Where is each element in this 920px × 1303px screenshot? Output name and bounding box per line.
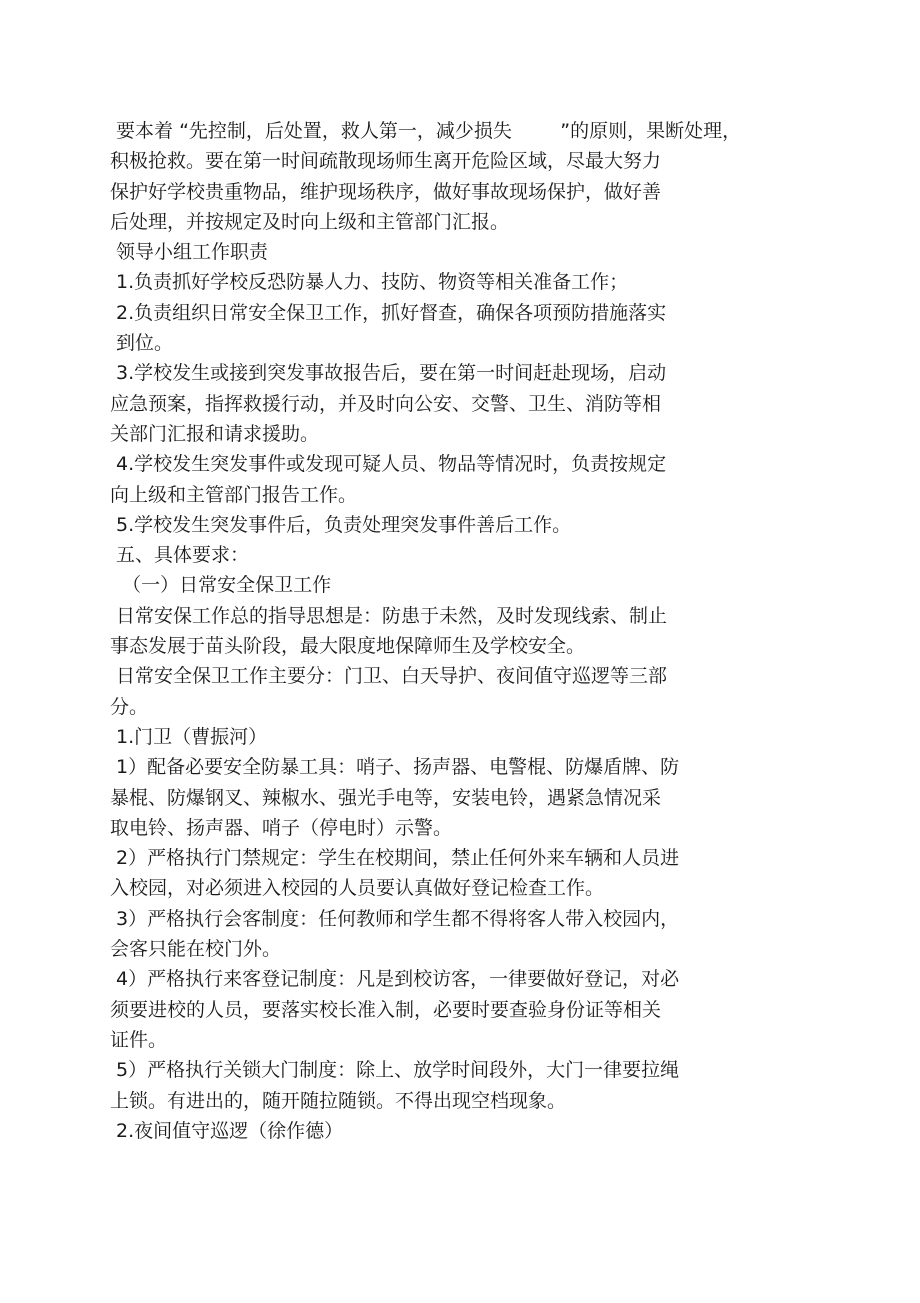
section-heading: 领导小组工作职责 xyxy=(110,241,269,264)
list-item-continuation: 暴棍、防爆钢叉、辣椒水、强光手电等，安装电铃，遇紧急情况采 xyxy=(110,786,662,809)
list-item: 4.学校发生突发事件或发现可疑人员、物品等情况时，负责按规定 xyxy=(110,453,667,476)
text-line: 后处理，并按规定及时向上级和主管部门汇报。 xyxy=(110,210,510,233)
item-heading: 2.夜间值守巡逻（徐作德） xyxy=(110,1119,344,1142)
list-item: 5.学校发生突发事件后，负责处理突发事件善后工作。 xyxy=(110,513,572,536)
text-line: 日常安全保卫工作主要分：门卫、白天导护、夜间值守巡逻等三部 xyxy=(110,665,668,688)
list-item: 1.负责抓好学校反恐防暴人力、技防、物资等相关准备工作； xyxy=(110,271,629,294)
text-line: 积极抢救。要在第一时间疏散现场师生离开危险区域，尽最大努力 xyxy=(110,150,662,173)
list-item-continuation: 应急预案，指挥救援行动，并及时向公安、交警、卫生、消防等相 xyxy=(110,392,662,415)
document-body xyxy=(110,116,810,1146)
list-item-continuation: 向上级和主管部门报告工作。 xyxy=(110,483,358,506)
text-line: 要本着 “先控制，后处置，救人第一，减少损失 ”的原则，果断处理， xyxy=(110,120,742,142)
list-item-continuation: 证件。 xyxy=(110,1028,168,1051)
list-item-continuation: 取电铃、扬声器、哨子（停电时）示警。 xyxy=(110,816,453,839)
list-item-continuation: 须要进校的人员，要落实校长准入制，必要时要查验身份证等相关 xyxy=(110,998,662,1021)
text-line: 日常安保工作总的指导思想是：防患于未然，及时发现线索、制止 xyxy=(110,604,668,627)
list-item-continuation: 入校园，对必须进入校园的人员要认真做好登记检查工作。 xyxy=(110,877,605,900)
text-line: 保护好学校贵重物品，维护现场秩序，做好事故现场保护，做好善 xyxy=(110,180,662,203)
list-item: 2.负责组织日常安全保卫工作，抓好督查，确保各项预防措施落实 xyxy=(110,301,667,324)
item-heading: 1.门卫（曹振河） xyxy=(110,725,268,748)
list-item-continuation: 关部门汇报和请求援助。 xyxy=(110,422,320,445)
list-item: 3.学校发生或接到突发事故报告后，要在第一时间赶赴现场，启动 xyxy=(110,362,667,385)
list-item-continuation: 会客只能在校门外。 xyxy=(110,938,282,961)
list-item-continuation: 到位。 xyxy=(110,332,174,355)
list-item: 1）配备必要安全防暴工具：哨子、扬声器、电警棍、防爆盾牌、防 xyxy=(110,756,680,779)
list-item: 4）严格执行来客登记制度：凡是到校访客，一律要做好登记，对必 xyxy=(110,968,680,991)
section-heading: 五、具体要求： xyxy=(110,544,250,567)
list-item-continuation: 上锁。有进出的，随开随拉随锁。不得出现空档现象。 xyxy=(110,1089,567,1112)
text-line: 事态发展于苗头阶段，最大限度地保障师生及学校安全。 xyxy=(110,635,586,658)
text-line: 分。 xyxy=(110,695,149,718)
subsection-heading: （一）日常安全保卫工作 xyxy=(110,574,332,597)
list-item: 3）严格执行会客制度：任何教师和学生都不得将客人带入校园内， xyxy=(110,907,680,930)
list-item: 5）严格执行关锁大门制度：除上、放学时间段外，大门一律要拉绳 xyxy=(110,1059,680,1082)
list-item: 2）严格执行门禁规定：学生在校期间，禁止任何外来车辆和人员进 xyxy=(110,847,680,870)
